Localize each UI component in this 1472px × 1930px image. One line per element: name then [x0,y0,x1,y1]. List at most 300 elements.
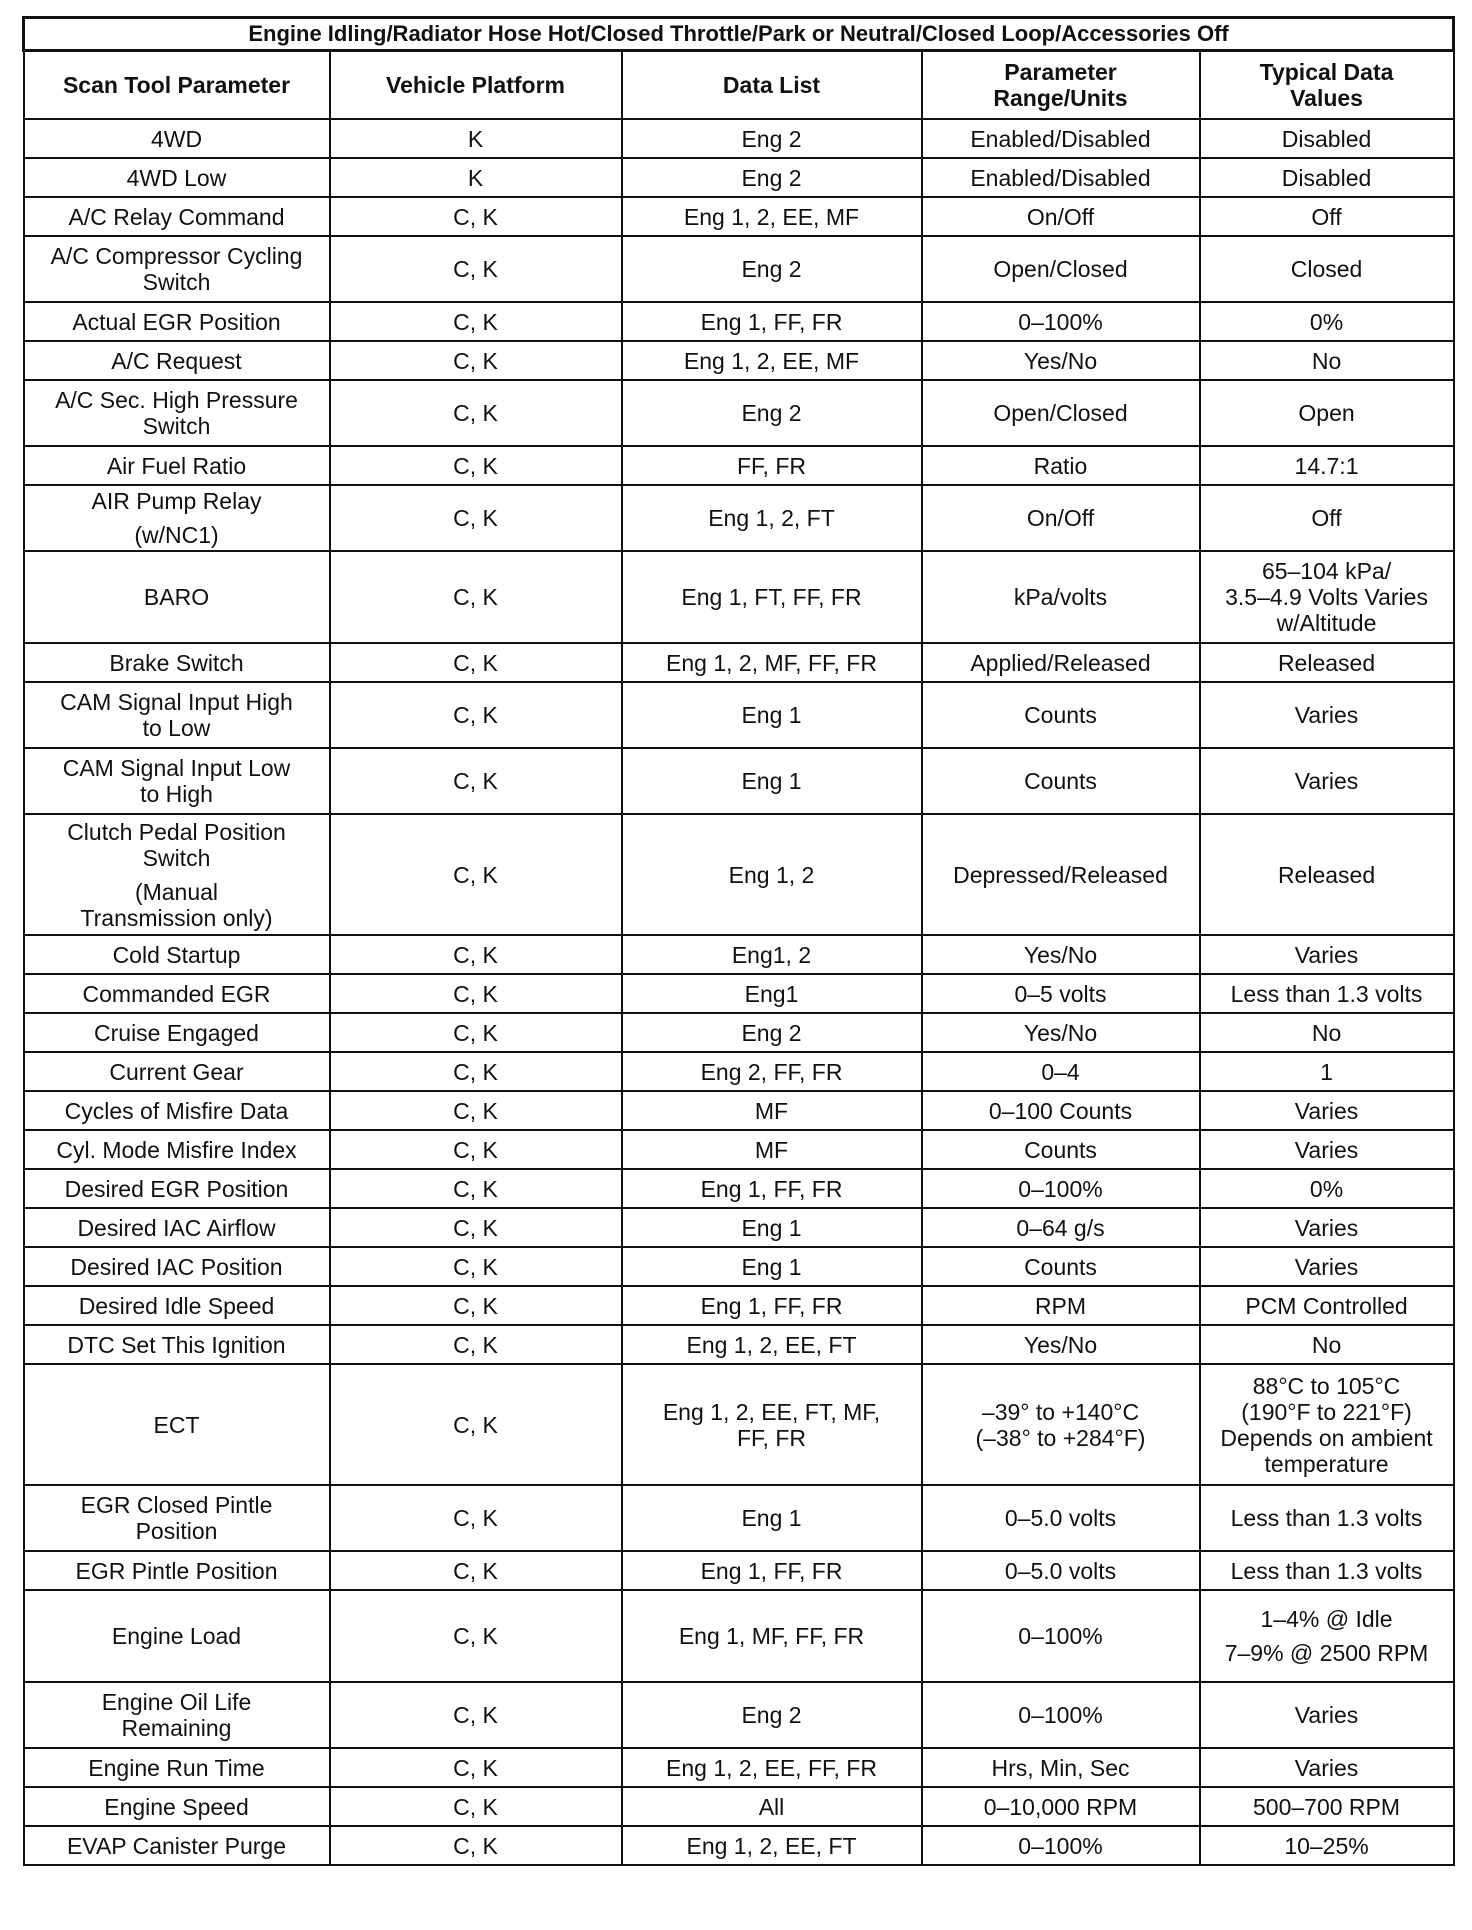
cell-vehicle-platform [330,1130,622,1169]
cell-text-line: Yes/No [1023,1331,1098,1358]
cell-text-line: Varies [1294,702,1359,728]
cell-vehicle-platform [330,158,622,197]
cell-text-line: Less than 1.3 volts [1230,1505,1423,1531]
cell-text-line: Eng 2 [741,400,802,426]
cell-text-line: Off [1311,203,1342,230]
header-scan-tool-parameter [24,51,330,120]
cell-text-line: Eng 2 [741,1702,802,1728]
cell-text-line: C, K [453,1505,498,1531]
cell-text-line: FF, FR [737,452,806,479]
cell-parameter-range-units [922,197,1200,236]
cell-text-line: C, K [453,1058,498,1085]
cell-text-line: DTC Set This Ignition [67,1331,286,1358]
cell-text-line: Eng 2 [741,1019,802,1046]
cell-text-line: 4WD Low [126,164,227,191]
cell-text-line: CAM Signal Input Low [62,755,291,781]
table-row [24,197,1454,236]
cell-text-line: Eng 2 [741,164,802,191]
header-text-line: Range/Units [993,85,1128,111]
cell-vehicle-platform [330,682,622,748]
cell-vehicle-platform [330,748,622,814]
cell-parameter-range-units [922,1013,1200,1052]
cell-vehicle-platform [330,236,622,302]
cell-text-line: 3.5–4.9 Volts Varies [1225,584,1428,610]
cell-text-line: A/C Relay Command [68,203,285,230]
cell-data-list [622,935,922,974]
cell-text-line: Eng 1, 2, EE, FT [686,1331,857,1358]
cell-text-line: Desired EGR Position [64,1175,289,1202]
cell-text-line: Varies [1294,768,1359,794]
cell-parameter-range-units [922,682,1200,748]
cell-text-line: 65–104 kPa/ [1261,558,1392,584]
cell-typical-data-values [1200,341,1454,380]
cell-parameter-range-units [922,1682,1200,1748]
cell-text-line: 14.7:1 [1294,452,1359,479]
cell-scan-tool-parameter [24,302,330,341]
cell-text-line: C, K [453,203,498,230]
cell-data-list [622,197,922,236]
cell-parameter-range-units [922,1787,1200,1826]
cell-text-line: (–38° to +284°F) [975,1424,1146,1451]
cell-typical-data-values [1200,1325,1454,1364]
table-row [24,1208,1454,1247]
table-row [24,158,1454,197]
table-title-row [24,18,1454,51]
cell-text-line: K [467,164,484,191]
cell-typical-data-values [1200,1551,1454,1590]
cell-data-list [622,748,922,814]
cell-text-line: Depressed/Released [953,861,1168,888]
cell-parameter-range-units [922,380,1200,446]
cell-data-list [622,1013,922,1052]
header-text-line: Typical Data [1259,59,1394,85]
cell-text-line: 0–5.0 volts [1004,1505,1117,1531]
cell-text-line: 4WD [150,125,203,152]
table-row [24,814,1454,935]
cell-typical-data-values [1200,1364,1454,1485]
cell-text-line: Open/Closed [993,256,1128,282]
cell-text-line: Varies [1294,1136,1359,1163]
cell-text-line: C, K [453,347,498,374]
cell-data-list [622,1787,922,1826]
cell-data-list [622,446,922,485]
cell-vehicle-platform [330,1364,622,1485]
cell-text-line: Clutch Pedal Position [67,818,286,845]
cell-vehicle-platform [330,974,622,1013]
cell-parameter-range-units [922,1130,1200,1169]
cell-text-line: Eng 2, FF, FR [700,1058,843,1085]
cell-typical-data-values [1200,485,1454,551]
cell-scan-tool-parameter [24,643,330,682]
cell-vehicle-platform [330,1787,622,1826]
cell-scan-tool-parameter [24,119,330,158]
cell-data-list [622,1748,922,1787]
cell-text-line: temperature [1264,1450,1389,1477]
cell-text-line: C, K [453,702,498,728]
scan-tool-data-table-container [22,16,1452,1866]
table-row [24,1247,1454,1286]
cell-text-line: C, K [453,1793,498,1820]
header-text-line: Vehicle Platform [386,72,565,98]
cell-parameter-range-units [922,1208,1200,1247]
cell-vehicle-platform [330,1052,622,1091]
cell-text-line: C, K [453,1754,498,1781]
cell-text-line: Less than 1.3 volts [1230,1557,1423,1584]
cell-data-list [622,341,922,380]
cell-text-line: Eng 1 [741,1253,802,1280]
cell-parameter-range-units [922,748,1200,814]
cell-vehicle-platform [330,446,622,485]
cell-text-line: Depends on ambient [1220,1424,1433,1451]
cell-vehicle-platform [330,1748,622,1787]
table-row [24,1485,1454,1551]
cell-typical-data-values [1200,1286,1454,1325]
cell-text-line: Released [1277,861,1376,888]
header-text-line: Scan Tool Parameter [62,72,291,98]
cell-vehicle-platform [330,1485,622,1551]
cell-typical-data-values [1200,1748,1454,1787]
cell-scan-tool-parameter [24,1052,330,1091]
cell-text-line: 0–64 g/s [1016,1214,1105,1241]
cell-scan-tool-parameter [24,1247,330,1286]
cell-text-line: K [467,125,484,152]
cell-typical-data-values [1200,236,1454,302]
cell-text-line: C, K [453,1214,498,1241]
cell-scan-tool-parameter [24,1091,330,1130]
cell-text-line: Switch [142,844,211,871]
cell-text-line: C, K [453,256,498,282]
cell-typical-data-values [1200,1485,1454,1551]
cell-text-line: Varies [1294,1253,1359,1280]
cell-vehicle-platform [330,935,622,974]
cell-text-line: Open/Closed [993,400,1128,426]
cell-text-line: C, K [453,452,498,479]
table-row [24,1130,1454,1169]
cell-text-line: Engine Speed [104,1793,249,1820]
cell-scan-tool-parameter [24,236,330,302]
cell-vehicle-platform [330,1091,622,1130]
cell-scan-tool-parameter [24,380,330,446]
table-row [24,446,1454,485]
cell-parameter-range-units [922,1826,1200,1865]
cell-scan-tool-parameter [24,748,330,814]
cell-text-line: All [758,1793,785,1820]
cell-data-list [622,1551,922,1590]
cell-text-line: w/Altitude [1276,610,1377,636]
table-row [24,1325,1454,1364]
table-row [24,1286,1454,1325]
cell-text-line: Actual EGR Position [72,308,281,335]
cell-data-list [622,643,922,682]
cell-vehicle-platform [330,341,622,380]
table-row [24,236,1454,302]
table-row [24,380,1454,446]
cell-parameter-range-units [922,1325,1200,1364]
cell-text-line: Transmission only) [80,904,273,931]
cell-typical-data-values [1200,380,1454,446]
cell-text-line: C, K [453,584,498,610]
cell-text-line: Engine Load [111,1623,242,1649]
cell-data-list [622,1325,922,1364]
cell-parameter-range-units [922,1169,1200,1208]
cell-text-line: Air Fuel Ratio [106,452,247,479]
cell-vehicle-platform [330,1826,622,1865]
cell-text-line: Engine Oil Life [101,1689,252,1715]
cell-vehicle-platform [330,551,622,643]
cell-data-list [622,1130,922,1169]
table-row [24,682,1454,748]
cell-text-line: C, K [453,1097,498,1124]
cell-scan-tool-parameter [24,1485,330,1551]
cell-scan-tool-parameter [24,974,330,1013]
cell-vehicle-platform [330,485,622,551]
cell-scan-tool-parameter [24,197,330,236]
table-row [24,1091,1454,1130]
cell-text-line: No [1311,1019,1342,1046]
header-vehicle-platform [330,51,622,120]
table-row [24,551,1454,643]
cell-parameter-range-units [922,158,1200,197]
cell-scan-tool-parameter [24,1826,330,1865]
cell-vehicle-platform [330,380,622,446]
cell-text-line: Eng 1, 2, EE, FF, FR [666,1754,877,1781]
cell-text-line: A/C Compressor Cycling [50,243,303,269]
cell-scan-tool-parameter [24,1013,330,1052]
cell-typical-data-values [1200,935,1454,974]
cell-vehicle-platform [330,302,622,341]
cell-parameter-range-units [922,1364,1200,1485]
cell-text-line: Desired Idle Speed [78,1292,275,1319]
cell-typical-data-values [1200,748,1454,814]
cell-typical-data-values [1200,682,1454,748]
cell-text-line: 0–100% [1018,1832,1103,1859]
cell-text-line: Eng 1, 2, FT [708,505,835,531]
cell-data-list [622,158,922,197]
cell-text-line: Eng 1, 2, EE, FT, MF, [662,1398,881,1425]
cell-text-line: Eng 1, 2 [728,861,815,888]
cell-text-line: MF [754,1097,789,1124]
cell-text-line: C, K [453,1292,498,1319]
cell-data-list [622,1485,922,1551]
cell-text-line: Released [1277,649,1376,676]
cell-data-list [622,1682,922,1748]
cell-text-line: Eng 1 [741,1505,802,1531]
table-row [24,1364,1454,1485]
cell-text-line: Yes/No [1023,1019,1098,1046]
header-data-list [622,51,922,120]
cell-parameter-range-units [922,1485,1200,1551]
cell-typical-data-values [1200,1130,1454,1169]
cell-parameter-range-units [922,236,1200,302]
table-row [24,1052,1454,1091]
cell-text-line: 0–5 volts [1014,980,1107,1007]
cell-vehicle-platform [330,1590,622,1682]
cell-data-list [622,1286,922,1325]
cell-typical-data-values [1200,551,1454,643]
cell-data-list [622,380,922,446]
cell-text-line: C, K [453,1557,498,1584]
cell-scan-tool-parameter [24,1130,330,1169]
cell-text-line: 0–100% [1018,1623,1103,1649]
cell-text-line: Hrs, Min, Sec [991,1754,1130,1781]
cell-text-line: C, K [453,1136,498,1163]
cell-text-line: Eng 1 [741,1214,802,1241]
cell-scan-tool-parameter [24,1787,330,1826]
cell-data-list [622,236,922,302]
cell-text-line: 0–100% [1018,1702,1103,1728]
table-row [24,935,1454,974]
cell-vehicle-platform [330,1682,622,1748]
cell-typical-data-values [1200,1013,1454,1052]
cell-typical-data-values [1200,1169,1454,1208]
cell-text-line: C, K [453,649,498,676]
table-row [24,974,1454,1013]
cell-text-line: Counts [1024,768,1097,794]
cell-text-line: to High [140,781,213,807]
cell-text-line: Engine Run Time [88,1754,265,1781]
cell-text-line: ECT [153,1411,200,1438]
cell-data-list [622,1364,922,1485]
cell-text-line: Cyl. Mode Misfire Index [56,1136,297,1163]
cell-text-line: On/Off [1026,505,1095,531]
cell-vehicle-platform [330,1286,622,1325]
cell-text-line: CAM Signal Input High [60,689,293,715]
header-text-line: Parameter [1004,59,1117,85]
scan-tool-data-table [22,16,1455,1866]
cell-parameter-range-units [922,1247,1200,1286]
cell-text-line: Applied/Released [970,649,1151,676]
cell-text-line: Eng 2 [741,256,802,282]
cell-data-list [622,1208,922,1247]
cell-text-line: No [1311,347,1342,374]
cell-data-list [622,1052,922,1091]
table-row [24,1590,1454,1682]
cell-text-line: Counts [1024,702,1097,728]
cell-text-line: Brake Switch [109,649,244,676]
cell-text-line: A/C Sec. High Pressure [55,387,298,413]
cell-typical-data-values [1200,1247,1454,1286]
cell-data-list [622,682,922,748]
cell-parameter-range-units [922,485,1200,551]
cell-text-line: Yes/No [1023,347,1098,374]
cell-text-line: to Low [142,715,211,741]
cell-text-line: 500–700 RPM [1253,1793,1401,1820]
cell-vehicle-platform [330,1208,622,1247]
cell-typical-data-values [1200,446,1454,485]
header-typical-data-values [1200,51,1454,120]
cell-text-line: 1 [1320,1058,1333,1085]
cell-typical-data-values [1200,1052,1454,1091]
cell-parameter-range-units [922,1748,1200,1787]
cell-text-line: Cycles of Misfire Data [64,1097,289,1124]
cell-text-line: Switch [142,269,211,295]
cell-text-line: Off [1311,505,1342,531]
cell-typical-data-values [1200,302,1454,341]
cell-text-line: 0–4 [1041,1058,1080,1085]
cell-scan-tool-parameter [24,1286,330,1325]
cell-text-line: Enabled/Disabled [970,164,1151,191]
cell-vehicle-platform [330,814,622,935]
table-row [24,1787,1454,1826]
table-row [24,1682,1454,1748]
cell-data-list [622,814,922,935]
table-row [24,643,1454,682]
cell-typical-data-values [1200,643,1454,682]
cell-parameter-range-units [922,1286,1200,1325]
cell-text-line: PCM Controlled [1245,1292,1408,1319]
cell-parameter-range-units [922,551,1200,643]
cell-typical-data-values [1200,1787,1454,1826]
cell-text-line: Eng 1, FT, FF, FR [681,584,862,610]
cell-text-line: C, K [453,1331,498,1358]
cell-data-list [622,302,922,341]
cell-text-line: Counts [1024,1136,1097,1163]
cell-text-line: C, K [453,1702,498,1728]
cell-parameter-range-units [922,446,1200,485]
header-parameter-range-units [922,51,1200,120]
cell-text-line: Counts [1024,1253,1097,1280]
cell-text-line: C, K [453,980,498,1007]
cell-text-line: Disabled [1281,164,1372,191]
cell-scan-tool-parameter [24,1364,330,1485]
cell-vehicle-platform [330,197,622,236]
cell-text-line: Enabled/Disabled [970,125,1151,152]
cell-text-line: C, K [453,1623,498,1649]
cell-text-line: Varies [1294,1702,1359,1728]
cell-text-line: C, K [453,941,498,968]
cell-data-list [622,1247,922,1286]
cell-text-line: Yes/No [1023,941,1098,968]
cell-text-line: Eng 1, MF, FF, FR [678,1623,865,1649]
cell-text-line: Ratio [1033,452,1088,479]
cell-scan-tool-parameter [24,485,330,551]
cell-text-line: (Manual [134,878,219,905]
cell-text-line: 0–10,000 RPM [983,1793,1138,1820]
cell-text-line: Eng 1 [741,702,802,728]
cell-parameter-range-units [922,341,1200,380]
cell-text-line: 0–100% [1018,1175,1103,1202]
cell-text-line: Cruise Engaged [94,1019,259,1046]
table-row [24,1748,1454,1787]
table-row [24,1013,1454,1052]
cell-text-line: C, K [453,1832,498,1859]
cell-scan-tool-parameter [24,1590,330,1682]
cell-text-line: A/C Request [111,347,242,374]
cell-text-line: C, K [453,1411,498,1438]
cell-text-line: Less than 1.3 volts [1230,980,1423,1007]
cell-text-line: (190°F to 221°F) [1241,1398,1412,1425]
cell-vehicle-platform [330,1551,622,1590]
table-row [24,341,1454,380]
cell-data-list [622,1091,922,1130]
cell-scan-tool-parameter [24,341,330,380]
cell-text-line: Desired IAC Position [70,1253,283,1280]
cell-scan-tool-parameter [24,1325,330,1364]
cell-text-line: Eng 1, 2, EE, MF [683,347,860,374]
cell-scan-tool-parameter [24,1208,330,1247]
cell-typical-data-values [1200,1091,1454,1130]
cell-vehicle-platform [330,643,622,682]
cell-scan-tool-parameter [24,551,330,643]
cell-scan-tool-parameter [24,1169,330,1208]
cell-text-line: Eng 1, FF, FR [700,1557,843,1584]
cell-text-line: Closed [1290,256,1363,282]
cell-text-line: kPa/volts [1013,584,1108,610]
cell-text-line: Eng 1, FF, FR [700,308,843,335]
cell-text-line: Eng 1, FF, FR [700,1292,843,1319]
cell-text-line: EGR Closed Pintle [80,1492,273,1518]
table-body [24,119,1454,1865]
